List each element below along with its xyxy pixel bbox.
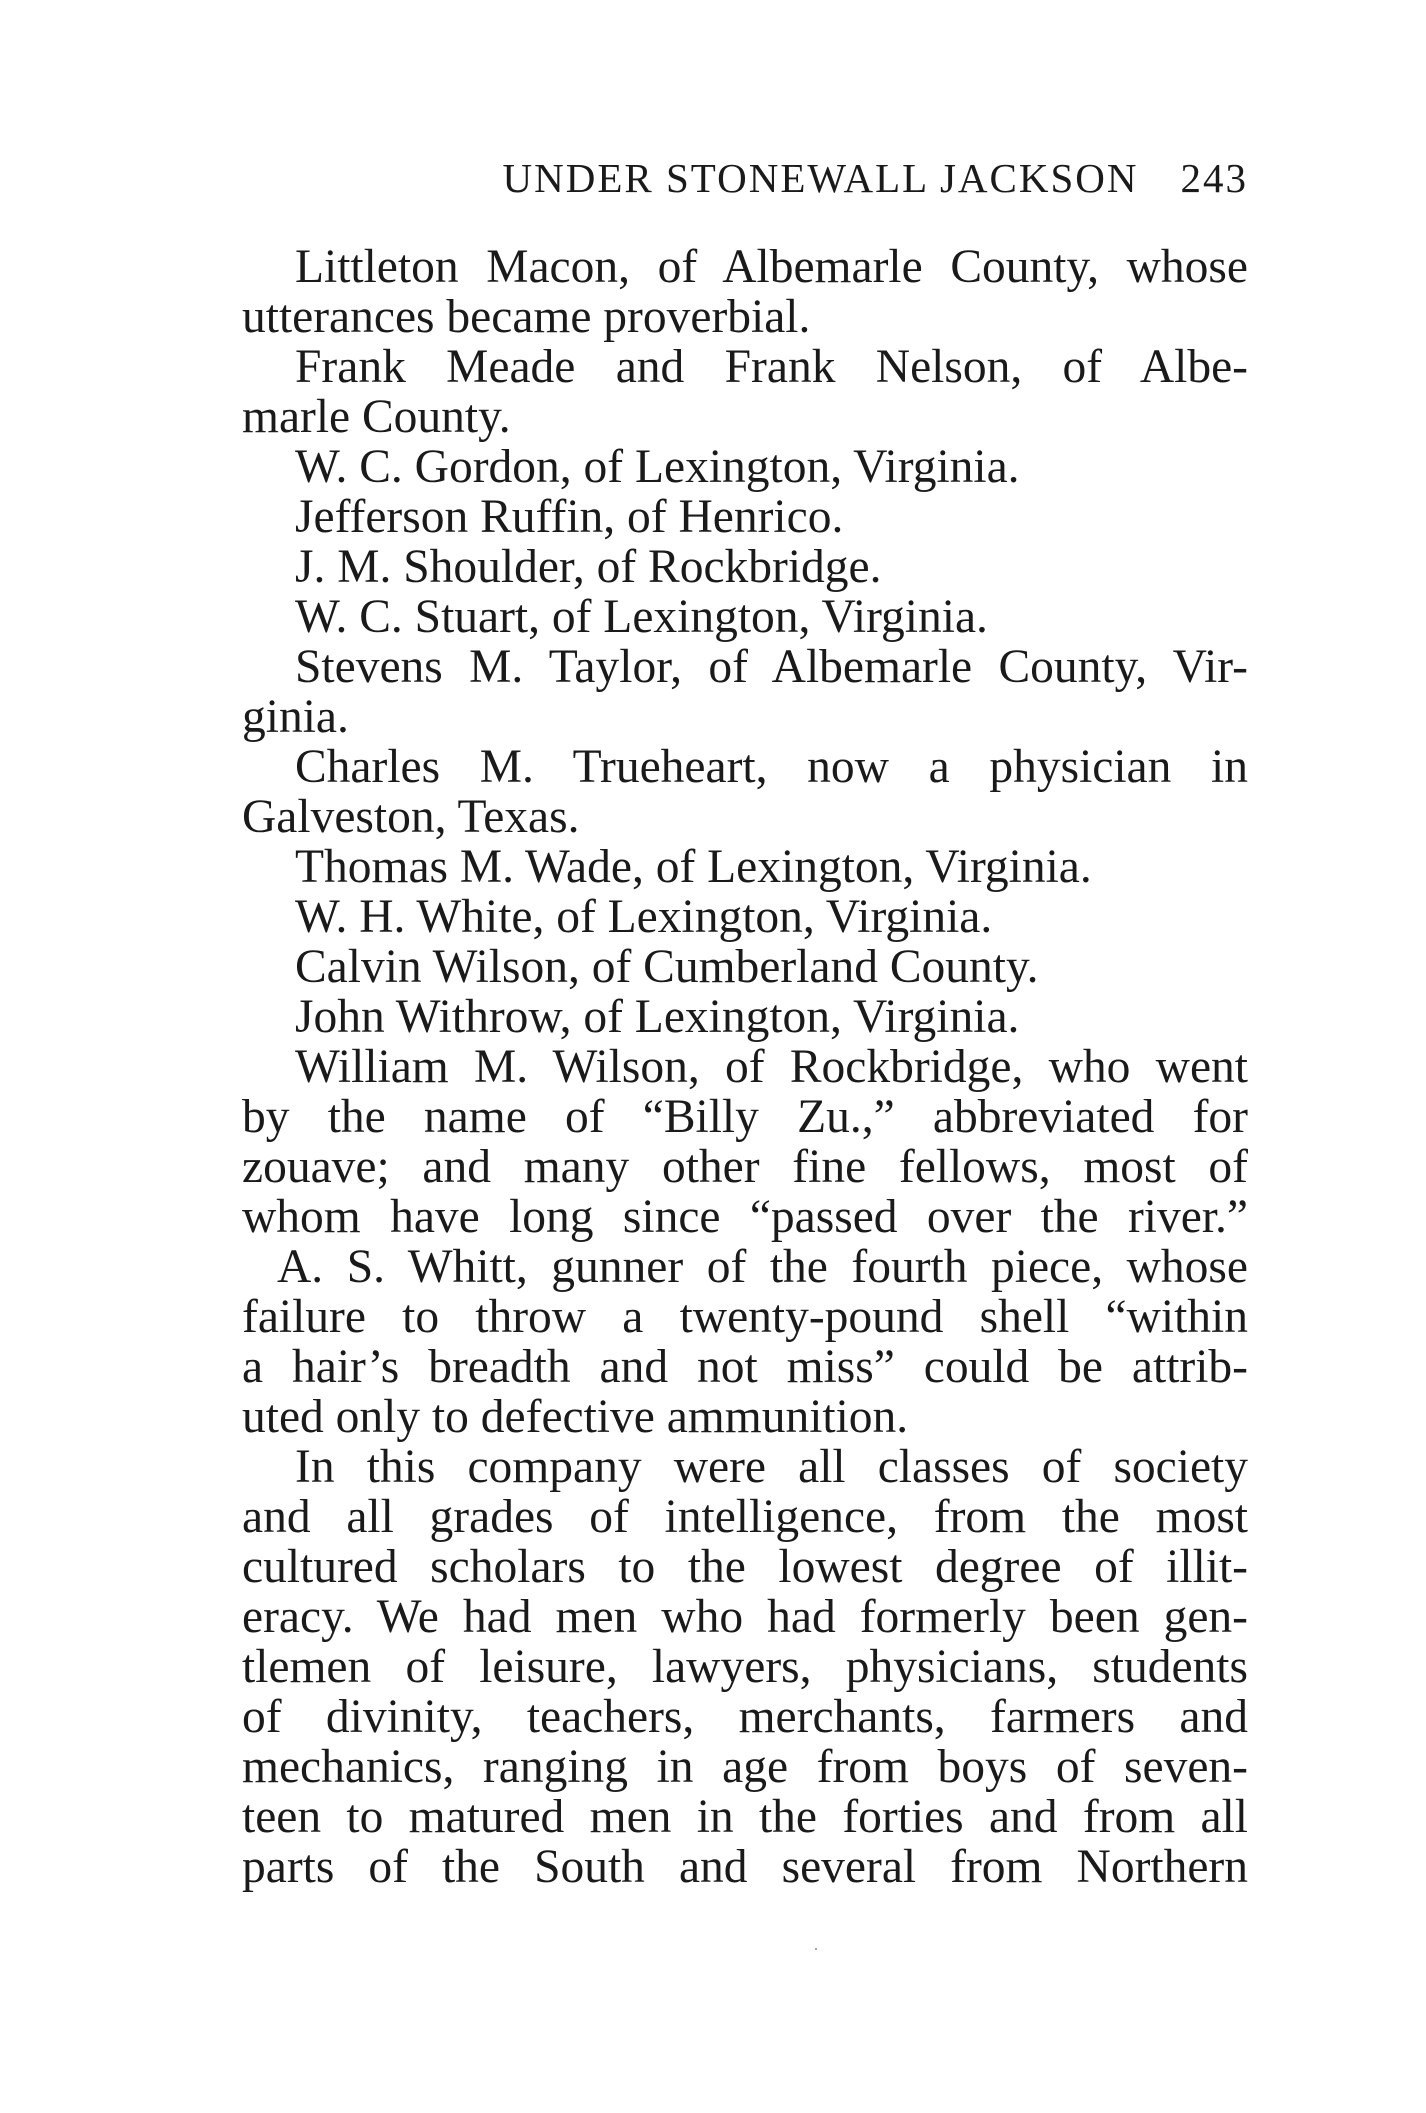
- text-line: cultured scholars to the lowest degree of illit-: [242, 1542, 1248, 1592]
- text-line: failure to throw a twenty-pound shell “within: [242, 1292, 1248, 1342]
- text-line: W. C. Gordon, of Lexington, Virginia.: [295, 442, 1020, 492]
- text-line: mechanics, ranging in age from boys of seven-: [242, 1742, 1248, 1792]
- text-line: Littleton Macon, of Albemarle County, whose: [295, 242, 1248, 292]
- page-number: 243: [1180, 155, 1248, 201]
- text-line: tlemen of leisure, lawyers, physicians, students: [242, 1642, 1248, 1692]
- running-head: [242, 148, 1248, 208]
- text-line: a hair’s breadth and not miss” could be attrib-: [242, 1342, 1248, 1392]
- text-line: J. M. Shoulder, of Rockbridge.: [295, 542, 882, 592]
- text-line: John Withrow, of Lexington, Virginia.: [295, 992, 1020, 1042]
- text-line: marle County.: [242, 392, 511, 442]
- text-line: A. S. Whitt, gunner of the fourth piece, whose: [277, 1242, 1248, 1292]
- text-line: Jefferson Ruffin, of Henrico.: [295, 492, 844, 542]
- text-line: Stevens M. Taylor, of Albemarle County, Vir-: [295, 642, 1248, 692]
- text-line: Calvin Wilson, of Cumberland County.: [295, 942, 1039, 992]
- text-line: and all grades of intelligence, from the most: [242, 1492, 1248, 1542]
- text-line: zouave; and many other fine fellows, most of: [242, 1142, 1248, 1192]
- text-line: whom have long since “passed over the river.”: [242, 1192, 1248, 1242]
- text-line: teen to matured men in the forties and from all: [242, 1792, 1248, 1842]
- text-line: utterances became proverbial.: [242, 292, 811, 342]
- scan-speck: [815, 1948, 817, 1950]
- text-line: W. H. White, of Lexington, Virginia.: [295, 892, 993, 942]
- text-line: by the name of “Billy Zu.,” abbreviated for: [242, 1092, 1248, 1142]
- text-line: uted only to defective ammunition.: [242, 1392, 909, 1442]
- text-line: Charles M. Trueheart, now a physician in: [295, 742, 1248, 792]
- text-line: eracy. We had men who had formerly been gen-: [242, 1592, 1248, 1642]
- text-line: of divinity, teachers, merchants, farmers and: [242, 1692, 1248, 1742]
- text-line: ginia.: [242, 692, 349, 742]
- text-line: Frank Meade and Frank Nelson, of Albe-: [295, 342, 1248, 392]
- text-line: Galveston, Texas.: [242, 792, 580, 842]
- text-line: In this company were all classes of society: [295, 1442, 1248, 1492]
- text-line: William M. Wilson, of Rockbridge, who went: [295, 1042, 1248, 1092]
- text-line: parts of the South and several from Northern: [242, 1842, 1248, 1892]
- text-line: W. C. Stuart, of Lexington, Virginia.: [295, 592, 988, 642]
- body-text: [242, 242, 1248, 1892]
- text-line: Thomas M. Wade, of Lexington, Virginia.: [295, 842, 1092, 892]
- running-head-title: UNDER STONEWALL JACKSON: [502, 155, 1139, 201]
